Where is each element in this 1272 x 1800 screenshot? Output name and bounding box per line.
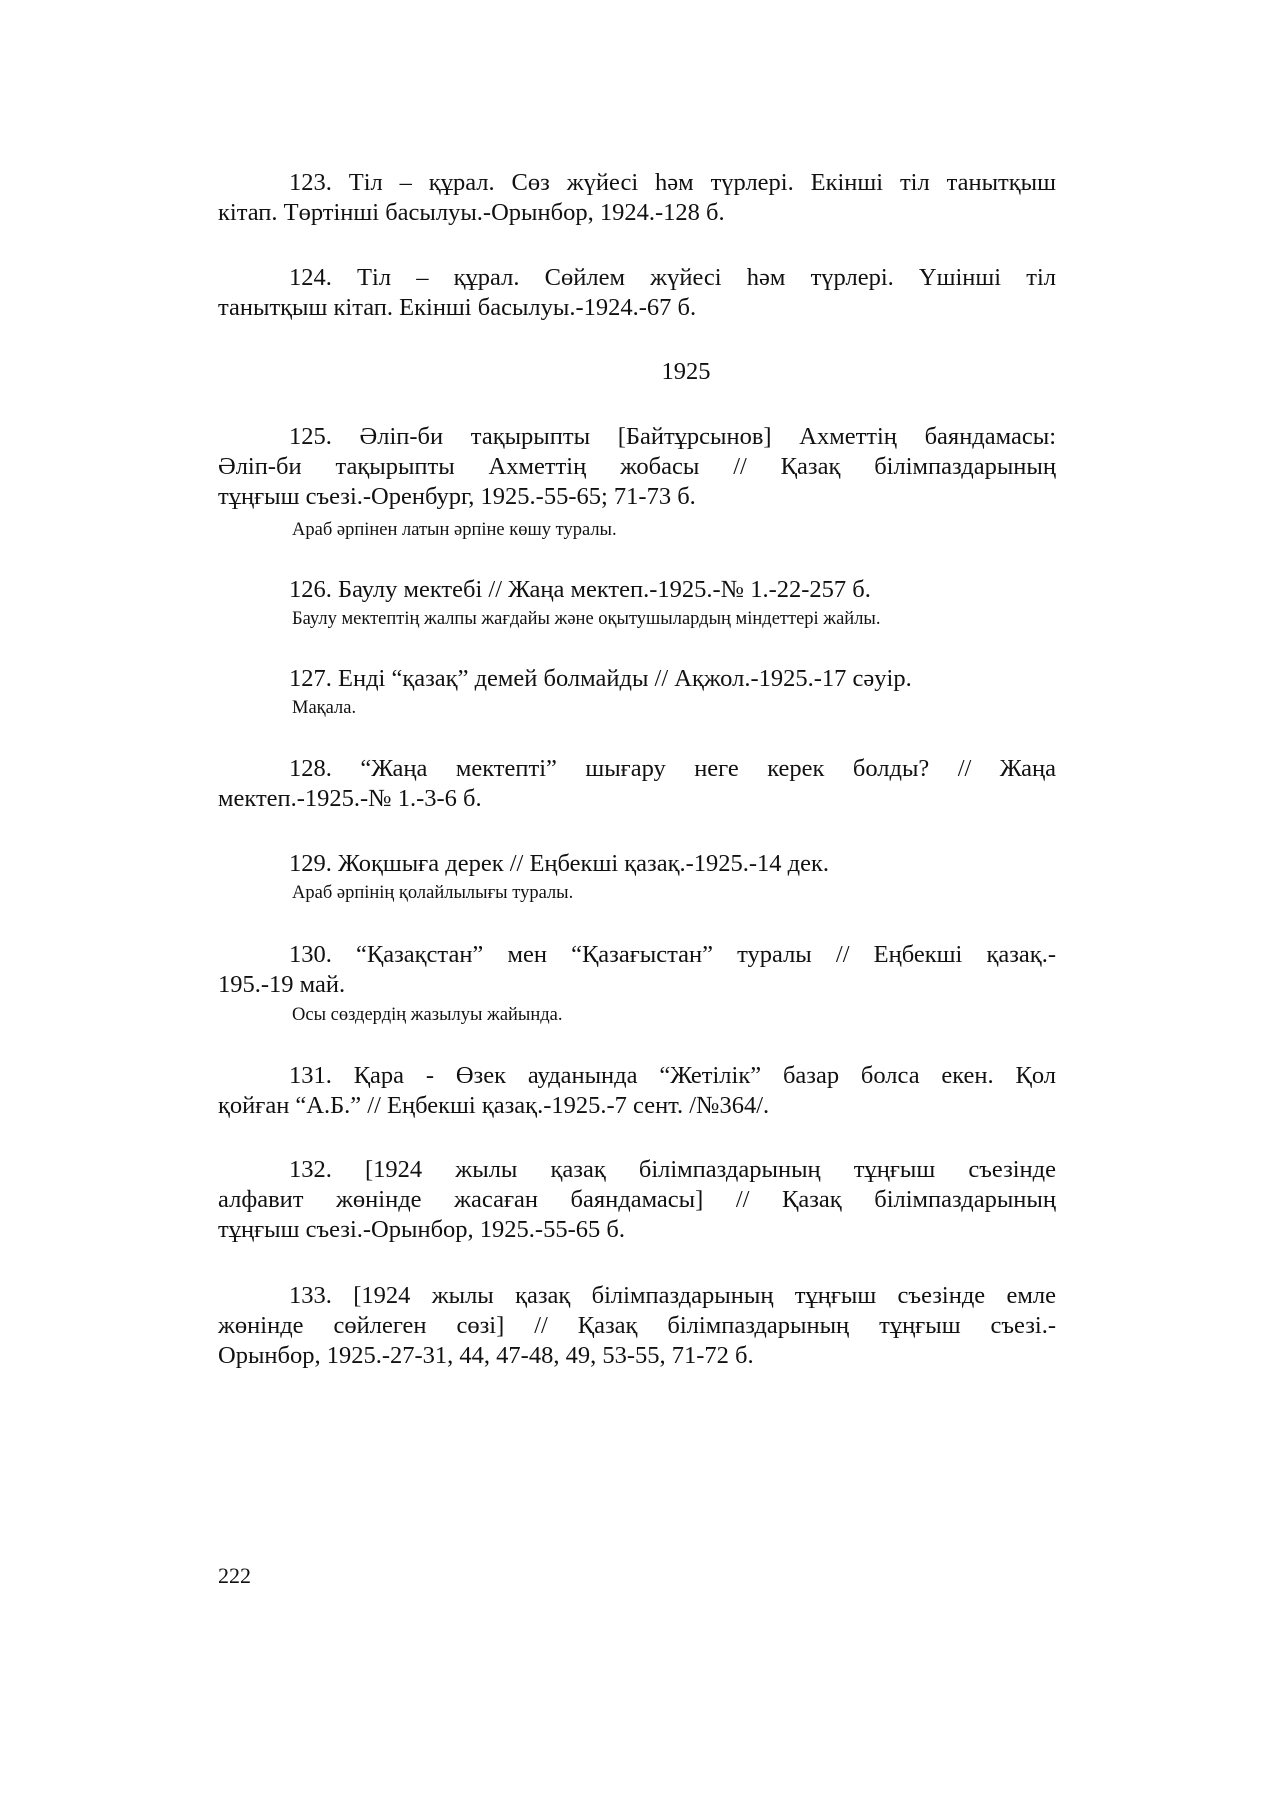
entry-line: 124. Тіл – құрал. Сөйлем жүйесі һәм түрлері. Үшінші тіл <box>289 264 1056 291</box>
entry-line: 131. Қара - Өзек ауданында “Жетілік” базар болса екен. Қол <box>289 1062 1056 1089</box>
entry-line: Орынбор, 1925.-27-31, 44, 47-48, 49, 53-55, 71-72 б. <box>218 1342 754 1369</box>
entry-line: танытқыш кітап. Екінші басылуы.-1924.-67 б. <box>218 294 697 321</box>
entry-line: мектеп.-1925.-№ 1.-3-6 б. <box>218 785 482 812</box>
entry-line: 132. [1924 жылы қазақ білімпаздарының тұңғыш съезінде <box>289 1156 1056 1183</box>
year-heading: 1925 <box>661 358 711 385</box>
entry-line: Әліп-би тақырыпты Ахметтің жобасы // Қазақ білімпаздарының <box>218 453 1056 480</box>
entry-line: 130. “Қазақстан” мен “Қазағыстан” туралы // Еңбекші қазақ.- <box>289 941 1056 968</box>
entry-annotation: Араб әрпінің қолайлылығы туралы. <box>292 883 574 903</box>
entry-line: 128. “Жаңа мектепті” шығару неге керек болды? // Жаңа <box>289 755 1056 782</box>
entry-annotation: Баулу мектептің жалпы жағдайы және оқытушылардың міндеттері жайлы. <box>292 609 881 629</box>
entry-line: 133. [1924 жылы қазақ білімпаздарының тұңғыш съезінде емле <box>289 1282 1056 1309</box>
entry-line: 123. Тіл – құрал. Сөз жүйесі һәм түрлері. Екінші тіл танытқыш <box>289 169 1056 196</box>
bibliography-entry <box>218 754 1056 814</box>
entry-line: тұңғыш съезі.-Оренбург, 1925.-55-65; 71-73 б. <box>218 483 696 510</box>
entry-line: 125. Әліп-би тақырыпты [Байтұрсынов] Ахметтің баяндамасы: <box>289 423 1056 450</box>
entry-line: алфавит жөнінде жасаған баяндамасы] // Қазақ білімпаздарының <box>218 1186 1056 1213</box>
bibliography-entry <box>218 940 1056 1000</box>
bibliography-entry <box>218 263 1056 323</box>
page-number: 222 <box>218 1563 251 1588</box>
entry-line: 195.-19 май. <box>218 971 346 998</box>
bibliography-entry <box>218 1155 1056 1245</box>
entry-line: 126. Баулу мектебі // Жаңа мектеп.-1925.-№ 1.-22-257 б. <box>289 576 871 603</box>
bibliography-entry <box>218 849 1056 879</box>
entry-line: 129. Жоқшыға дерек // Еңбекші қазақ.-1925.-14 дек. <box>289 850 830 877</box>
entry-line: жөнінде сөйлеген сөзі] // Қазақ білімпаздарының тұңғыш съезі.- <box>218 1312 1056 1339</box>
bibliography-entry <box>218 575 1056 605</box>
entry-line: 127. Енді “қазақ” демей болмайды // Ақжол.-1925.-17 сәуір. <box>289 665 912 692</box>
entry-line: қойған “А.Б.” // Еңбекші қазақ.-1925.-7 сент. /№364/. <box>218 1092 770 1119</box>
entry-annotation: Мақала. <box>292 698 357 718</box>
bibliography-entry <box>218 168 1056 228</box>
bibliography-entry <box>218 664 1056 694</box>
entry-line: тұңғыш съезі.-Орынбор, 1925.-55-65 б. <box>218 1216 625 1243</box>
bibliography-entry <box>218 422 1056 512</box>
entry-line: кітап. Төртінші басылуы.-Орынбор, 1924.-128 б. <box>218 199 725 226</box>
entry-annotation: Осы сөздердің жазылуы жайында. <box>292 1005 563 1025</box>
bibliography-entry <box>218 1061 1056 1121</box>
bibliography-entry <box>218 1281 1056 1371</box>
entry-annotation: Араб әрпінен латын әрпіне көшу туралы. <box>292 520 617 540</box>
